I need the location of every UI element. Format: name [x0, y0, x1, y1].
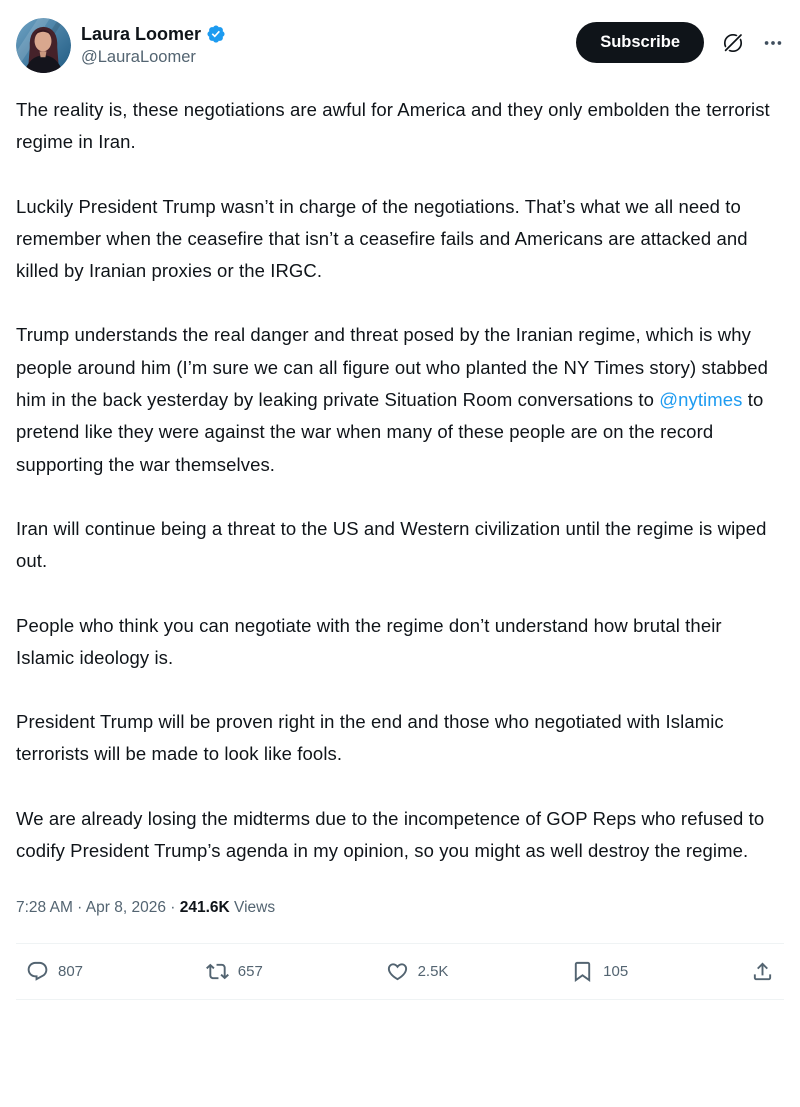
views-label: Views	[229, 899, 276, 917]
user-block	[81, 18, 226, 73]
tweet-paragraph: The reality is, these negotiations are awful for America and they only embolden the terrorist regime in Iran.	[16, 99, 770, 153]
views-count: 241.6K	[179, 899, 230, 917]
avatar[interactable]	[16, 18, 71, 73]
action-bar	[16, 943, 784, 1000]
subscribe-button[interactable]: Subscribe	[576, 22, 704, 63]
verified-badge-icon	[206, 24, 226, 44]
tweet-paragraph	[16, 319, 784, 480]
meta-separator: ·	[72, 899, 86, 917]
timestamp-time: 7:28 AM	[16, 899, 73, 917]
tweet-paragraph: President Trump will be proven right in the end and those who negotiated with Islamic terrorists will be made to look like fools.	[16, 711, 724, 765]
share-icon	[751, 960, 774, 983]
share-button[interactable]	[751, 960, 774, 983]
name-row	[81, 22, 226, 46]
more-menu-icon[interactable]	[762, 32, 784, 54]
tweet-paragraph: Iran will continue being a threat to the US and Western civilization until the regime is wiped out.	[16, 517, 767, 572]
tweet-paragraph: We are already losing the midterms due to the incompetence of GOP Reps who refused to codify President Trump’s agenda in my opinion, so you might as well destroy the regime.	[16, 807, 765, 862]
bookmark-button[interactable]	[571, 960, 628, 983]
like-icon	[386, 960, 409, 983]
tweet-paragraph-text: Trump understands the real danger and threat posed by the Iranian regime, which is why people around him (I’m sure we can all figure out who planted the NY Times story) stabbed him in the back yesterday by leaking private Situation Room conversations to	[16, 324, 769, 411]
tweet-paragraph: Luckily President Trump wasn’t in charge of the negotiations. That’s what we all need to remember when the ceasefire that isn’t a ceasefire fails and Americans are attacked and killed by Iranian proxies or the IRGC.	[16, 195, 748, 282]
header-actions	[576, 18, 784, 63]
user-handle[interactable]: @LauraLoomer	[81, 48, 196, 66]
tweet-paragraph-text: to pretend like they were against the war when many of these people are on the record supporting the war themselves.	[16, 389, 764, 475]
bookmark-count: 105	[603, 962, 629, 980]
tweet-meta	[0, 898, 800, 918]
repost-count: 657	[237, 962, 263, 980]
tweet-header	[0, 0, 800, 73]
repost-button[interactable]	[206, 960, 263, 983]
reply-count: 807	[58, 962, 84, 980]
bookmark-icon	[571, 960, 594, 983]
display-name[interactable]: Laura Loomer	[81, 24, 202, 44]
mention-link-nytimes[interactable]: @nytimes	[659, 389, 743, 411]
tweet-paragraph: People who think you can negotiate with the regime don’t understand how brutal their Islamic ideology is.	[16, 614, 722, 668]
timestamp-date: Apr 8, 2026	[85, 899, 166, 917]
repost-icon	[206, 960, 229, 983]
reply-icon	[26, 960, 49, 983]
meta-separator: ·	[165, 899, 180, 917]
reply-button[interactable]	[26, 960, 83, 983]
like-count: 2.5K	[417, 962, 449, 980]
grok-icon[interactable]	[721, 31, 745, 55]
like-button[interactable]	[386, 960, 449, 983]
tweet-text	[0, 94, 800, 867]
